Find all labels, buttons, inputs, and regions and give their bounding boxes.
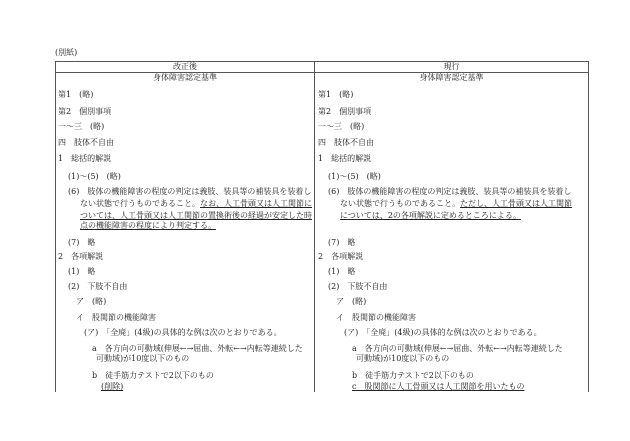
line-text: イ 股関節の機能障害 [336,313,416,322]
text-line [344,328,542,338]
text-line [80,211,312,221]
attachment-label: (別紙) [55,48,78,57]
left-title: 身体障害認定基準 [153,73,217,82]
line-text: (2) 下肢不自由 [68,282,128,291]
line-text: (6) 肢体の機能障害の程度の判定は義肢、装具等の補装具を装着し [328,187,572,196]
line-text: b 徒手筋力テストで2以下のもの [92,371,214,380]
line-text: b 徒手筋力テストで2以下のもの [352,371,474,380]
amended-text: については、2の各項解説に定めるところによる。 [340,211,521,220]
line-text: 一～三 (略) [318,122,365,131]
text-line [76,313,156,323]
line-text: (7) 略 [328,238,356,247]
line-text: (1)～(5) (略) [328,172,381,181]
right-title: 身体障害認定基準 [419,73,484,82]
text-line [76,297,106,307]
text-line [352,344,563,354]
line-text: (1) 略 [68,267,96,276]
text-line [318,138,374,148]
text-line [58,138,114,148]
line-text: 第2 個別事項 [58,107,112,116]
text-line [58,252,103,262]
text-line [336,297,366,307]
text-line [336,313,416,323]
text-line [80,221,216,231]
line-text: 第1 (略) [58,90,94,99]
line-text: 第1 (略) [318,90,354,99]
amended-text: ついては、人工骨頭又は人工関節の置換術後の経過が安定した時 [80,211,312,220]
line-text: (7) 略 [68,238,96,247]
column-divider [314,61,315,392]
header-revised: 改正後 [173,62,197,71]
line-text: ア (略) [76,297,107,306]
text-line [328,172,381,182]
line-text: 1 総括的解説 [58,154,112,163]
text-line [58,122,104,132]
table-right-border [588,61,589,392]
text-line [68,172,121,182]
text-line [101,382,123,392]
text-line [328,267,355,277]
line-text: ない状態で行うものであること。 [80,199,200,208]
line-text: 可動域)が10度以下のもの [96,354,190,363]
text-line [318,90,353,100]
text-line [318,252,363,262]
text-line [318,107,371,117]
amended-text: 点の機能障害の程度により判定する。 [80,221,216,230]
amended-text: (削除) [101,382,124,391]
text-line [352,382,524,392]
line-text: ない状態で行うものであること。 [340,199,460,208]
text-line [318,122,364,132]
text-line [92,344,303,354]
line-text: 1 総括的解説 [318,154,372,163]
line-text: 2 各項解説 [58,252,104,261]
text-line [356,354,449,364]
line-text: 第2 個別事項 [318,107,372,116]
amended-text: c 股関節に人工骨頭又は人工関節を用いたもの [352,382,525,391]
line-text: 四 肢体不自由 [318,138,374,147]
text-line [328,282,387,292]
text-line [58,107,111,117]
line-text: a 各方向の可動域(伸展←→屈曲、外転←→内転等連続した [92,344,303,353]
amended-text: なお、人工骨頭又は人工関節に [200,199,312,208]
line-text: (6) 肢体の機能障害の程度の判定は義肢、装具等の補装具を装着し [68,187,312,196]
text-line [318,154,371,164]
line-text: (1) 略 [328,267,356,276]
line-text: (ア) 「全廃」(4級)の具体的な例は次のとおりである。 [84,328,282,337]
line-text: イ 股関節の機能障害 [76,313,156,322]
line-text: 可動域)が10度以下のもの [356,354,450,363]
header-current: 現行 [443,62,460,71]
text-line [68,238,95,248]
text-line [84,328,282,338]
text-line [340,211,521,221]
text-line [80,199,312,209]
text-line [328,187,571,197]
text-line [328,238,355,248]
line-text: 四 肢体不自由 [58,138,114,147]
line-text: (ア) 「全廃」(4級)の具体的な例は次のとおりである。 [344,328,542,337]
text-line [68,267,95,277]
text-line [68,187,311,197]
text-line [352,371,474,381]
line-text: ア (略) [336,297,367,306]
table-left-border [55,61,56,392]
line-text: (1)～(5) (略) [68,172,121,181]
text-line [96,354,189,364]
text-line [58,154,111,164]
text-line [92,371,214,381]
text-line [68,282,127,292]
text-line [340,199,572,209]
line-text: (2) 下肢不自由 [328,282,388,291]
line-text: a 各方向の可動域(伸展←→屈曲、外転←→内転等連続した [352,344,563,353]
text-line [58,90,93,100]
line-text: 一～三 (略) [58,122,105,131]
amended-text: ただし、人工骨頭又は人工関節 [460,199,572,208]
line-text: 2 各項解説 [318,252,364,261]
